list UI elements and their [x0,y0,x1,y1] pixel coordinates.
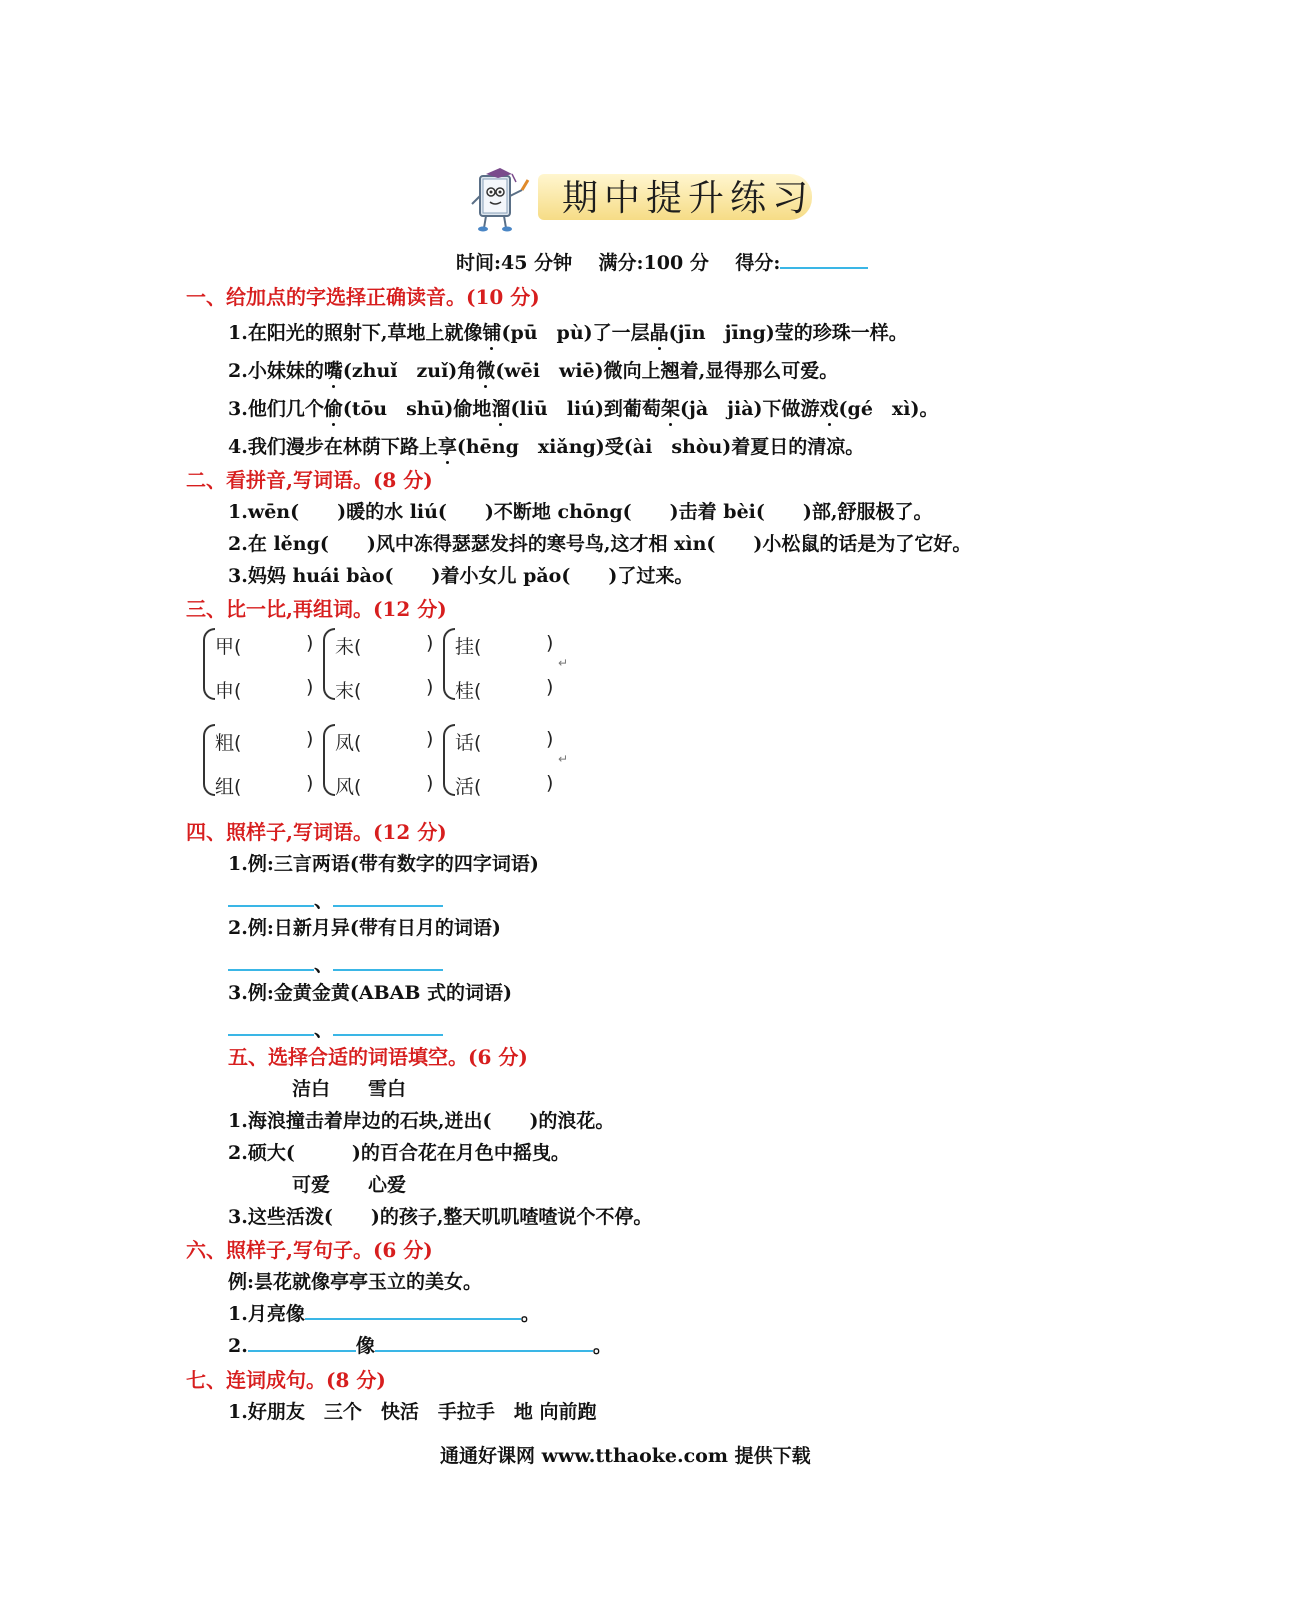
answer-blank[interactable] [228,889,314,907]
compare-close: ) [426,728,434,750]
compare-word: 风( [335,776,362,798]
page-footer: 通通好课网 www.tthaoke.com 提供下载 [440,1445,811,1467]
s5-question-2: 2.硕大( )的百合花在月色中摇曳。 [228,1142,570,1164]
s5-word-choices-1: 洁白 雪白 [292,1078,407,1100]
answer-blank[interactable] [228,953,314,971]
compare-close: ) [546,772,554,794]
s5-word-choices-2: 可爱 心爱 [292,1174,407,1196]
score-label: 得分: [735,252,781,274]
s5-question-3: 3.这些活泼( )的孩子,整天叽叽喳喳说个不停。 [228,1206,653,1228]
section-4-heading: 四、照样子,写词语。(12 分) [186,820,447,844]
full-score: 满分:100 分 [598,252,709,274]
s1-question-3: 3.他们几个偷(tōu shū)偷地溜(liū liú)到葡萄架(jà jià)下做游戏(gé xì)。 [228,398,939,420]
s4-answer-2: 、 [228,950,443,977]
score-blank[interactable] [780,249,868,269]
answer-blank[interactable] [333,953,443,971]
compare-close: ) [306,676,314,698]
return-mark: ↵ [558,656,569,670]
s2-question-1: 1.wēn( )暖的水 liú( )不断地 chōng( )击着 bèi( )部,舒服极了。 [228,501,933,523]
compare-word: 活( [455,776,482,798]
answer-blank[interactable] [375,1334,593,1352]
s4-example-3: 3.例:金黄金黄(ABAB 式的词语) [228,982,513,1004]
s4-example-1: 1.例:三言两语(带有数字的四字词语) [228,853,539,875]
compare-close: ) [426,772,434,794]
compare-word: 凤( [335,732,362,754]
s1-question-4: 4.我们漫步在林荫下路上享(hēng xiǎng)受(ài shòu)着夏日的清凉。 [228,436,865,458]
s1-question-1: 1.在阳光的照射下,草地上就像铺(pū pù)了一层晶(jīn jīng)莹的珍珠一样。 [228,322,908,344]
title-banner [466,162,826,234]
s1-question-2: 2.小妹妹的嘴(zhuǐ zuǐ)角微(wēi wiē)微向上翘着,显得那么可爱。 [228,360,839,382]
section-3-heading: 三、比一比,再组词。(12 分) [186,597,447,621]
section-7-heading: 七、连词成句。(8 分) [186,1368,386,1392]
s7-question-1: 1.好朋友 三个 快活 手拉手 地 向前跑 [228,1401,597,1423]
compare-word: 未( [335,636,362,658]
answer-blank[interactable] [333,889,443,907]
book-mascot-icon [466,162,536,234]
s4-example-2: 2.例:日新月异(带有日月的词语) [228,917,501,939]
s4-answer-1: 、 [228,886,443,913]
compare-close: ) [306,728,314,750]
s5-question-1: 1.海浪撞击着岸边的石块,迸出( )的浪花。 [228,1110,615,1132]
return-mark: ↵ [558,752,569,766]
section-1-heading: 一、给加点的字选择正确读音。(10 分) [186,285,540,309]
section-6-heading: 六、照样子,写句子。(6 分) [186,1238,433,1262]
compare-word: 组( [215,776,242,798]
s2-question-2: 2.在 lěng( )风中冻得瑟瑟发抖的寒号鸟,这才相 xìn( )小松鼠的话是为了它好。 [228,533,972,555]
compare-word: 甲( [215,636,242,658]
compare-word: 挂( [455,636,482,658]
compare-word: 桂( [455,680,482,702]
s4-answer-3: 、 [228,1015,443,1042]
s6-example: 例:昙花就像亭亭玉立的美女。 [228,1271,483,1293]
compare-close: ) [546,728,554,750]
compare-close: ) [306,632,314,654]
compare-close: ) [546,676,554,698]
answer-blank[interactable] [248,1334,356,1352]
answer-blank[interactable] [305,1302,521,1320]
compare-close: ) [426,632,434,654]
section-5-heading: 五、选择合适的词语填空。(6 分) [228,1045,528,1069]
compare-close: ) [306,772,314,794]
s6-question-2: 2. 像 。 [228,1335,612,1357]
s6-question-1: 1.月亮像 。 [228,1303,540,1325]
answer-blank[interactable] [228,1018,314,1036]
compare-close: ) [546,632,554,654]
compare-close: ) [426,676,434,698]
compare-word: 粗( [215,732,242,754]
compare-word: 话( [455,732,482,754]
exam-info [456,248,868,275]
section-2-heading: 二、看拼音,写词语。(8 分) [186,468,433,492]
time-limit: 时间:45 分钟 [456,252,573,274]
page-title: 期中提升练习 [562,178,815,219]
answer-blank[interactable] [333,1018,443,1036]
s2-question-3: 3.妈妈 huái bào( )着小女儿 pǎo( )了过来。 [228,565,694,587]
compare-word: 末( [335,680,362,702]
compare-word: 申( [215,680,242,702]
